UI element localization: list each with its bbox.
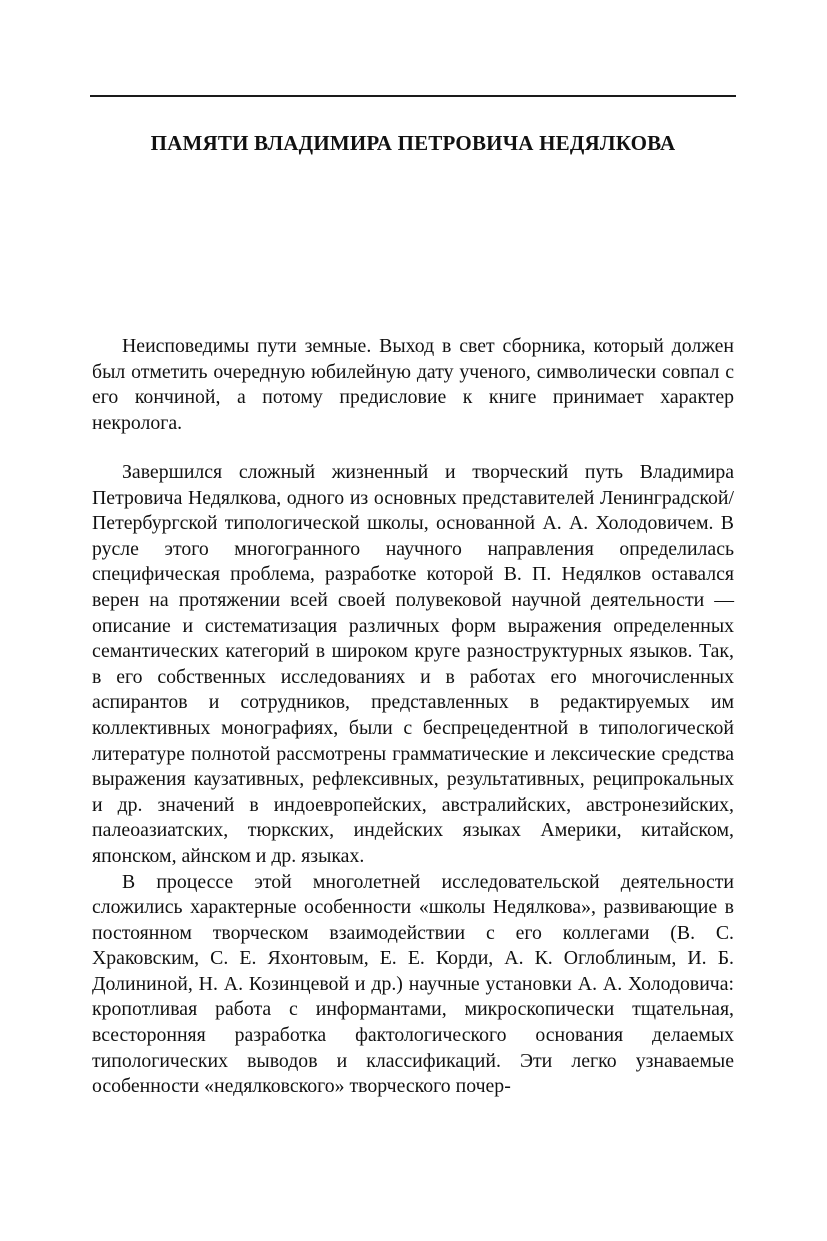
paragraph-intro: Неисповедимы пути земные. Выход в свет сборника, который должен был отметить очередную юбилейную дату ученого, символически совпал с его кончиной, а потому предисловие к книге принимает характер некролога. <box>92 335 734 434</box>
main-section <box>92 460 734 1100</box>
top-rule <box>90 95 736 97</box>
page-title: ПАМЯТИ ВЛАДИМИРА ПЕТРОВИЧА НЕДЯЛКОВА <box>150 131 676 155</box>
paragraph-school: В процессе этой многолетней исследовательской деятельности сложились характерные особенности «школы Недялкова», развивающие в постоянном творческом взаимодействии с его коллегами (В. С. Храковским, С. Е. Яхонтовым, Е. Е. Корди, А. К. Оглоблиным, И. Б. Долининой, Н. А. Козинцевой и др.) научные установки А. А. Холодовича: кропотливая работа с информантами, микроскопически тщательная, всесторонняя разработка фактологического основания делаемых типологических выводов и классификаций. Эти легко узнаваемые особенности «недялковского» творческого почер- <box>92 870 734 1098</box>
paragraph-career: Завершился сложный жизненный и творческий путь Владимира Петровича Недялкова, одного из основных представителей Ленинградской/Петербургской типологической школы, основанной А. А. Холодовичем. В русле этого многогранного научного направления определилась специфическая проблема, разработке которой В. П. Недялков оставался верен на протяжении всей своей полувековой научной деятельности — описание и систематизация различных форм выражения определенных семантических категорий в широком круге разноструктурных языков. Так, в его собственных исследованиях и в работах его многочисленных аспирантов и сотрудников, представленных в редактируемых им коллективных монографиях, были с беспрецедентной в типологической литературе полнотой рассмотрены грамматические и лексические средства выражения каузативных, рефлексивных, результативных, реципрокальных и др. значений в индоевропейских, австралийских, австронезийских, палеоазиатских, тюркских, индейских языках Америки, китайском, японском, айнском и др. языках. <box>92 461 734 867</box>
intro-section <box>92 334 734 436</box>
